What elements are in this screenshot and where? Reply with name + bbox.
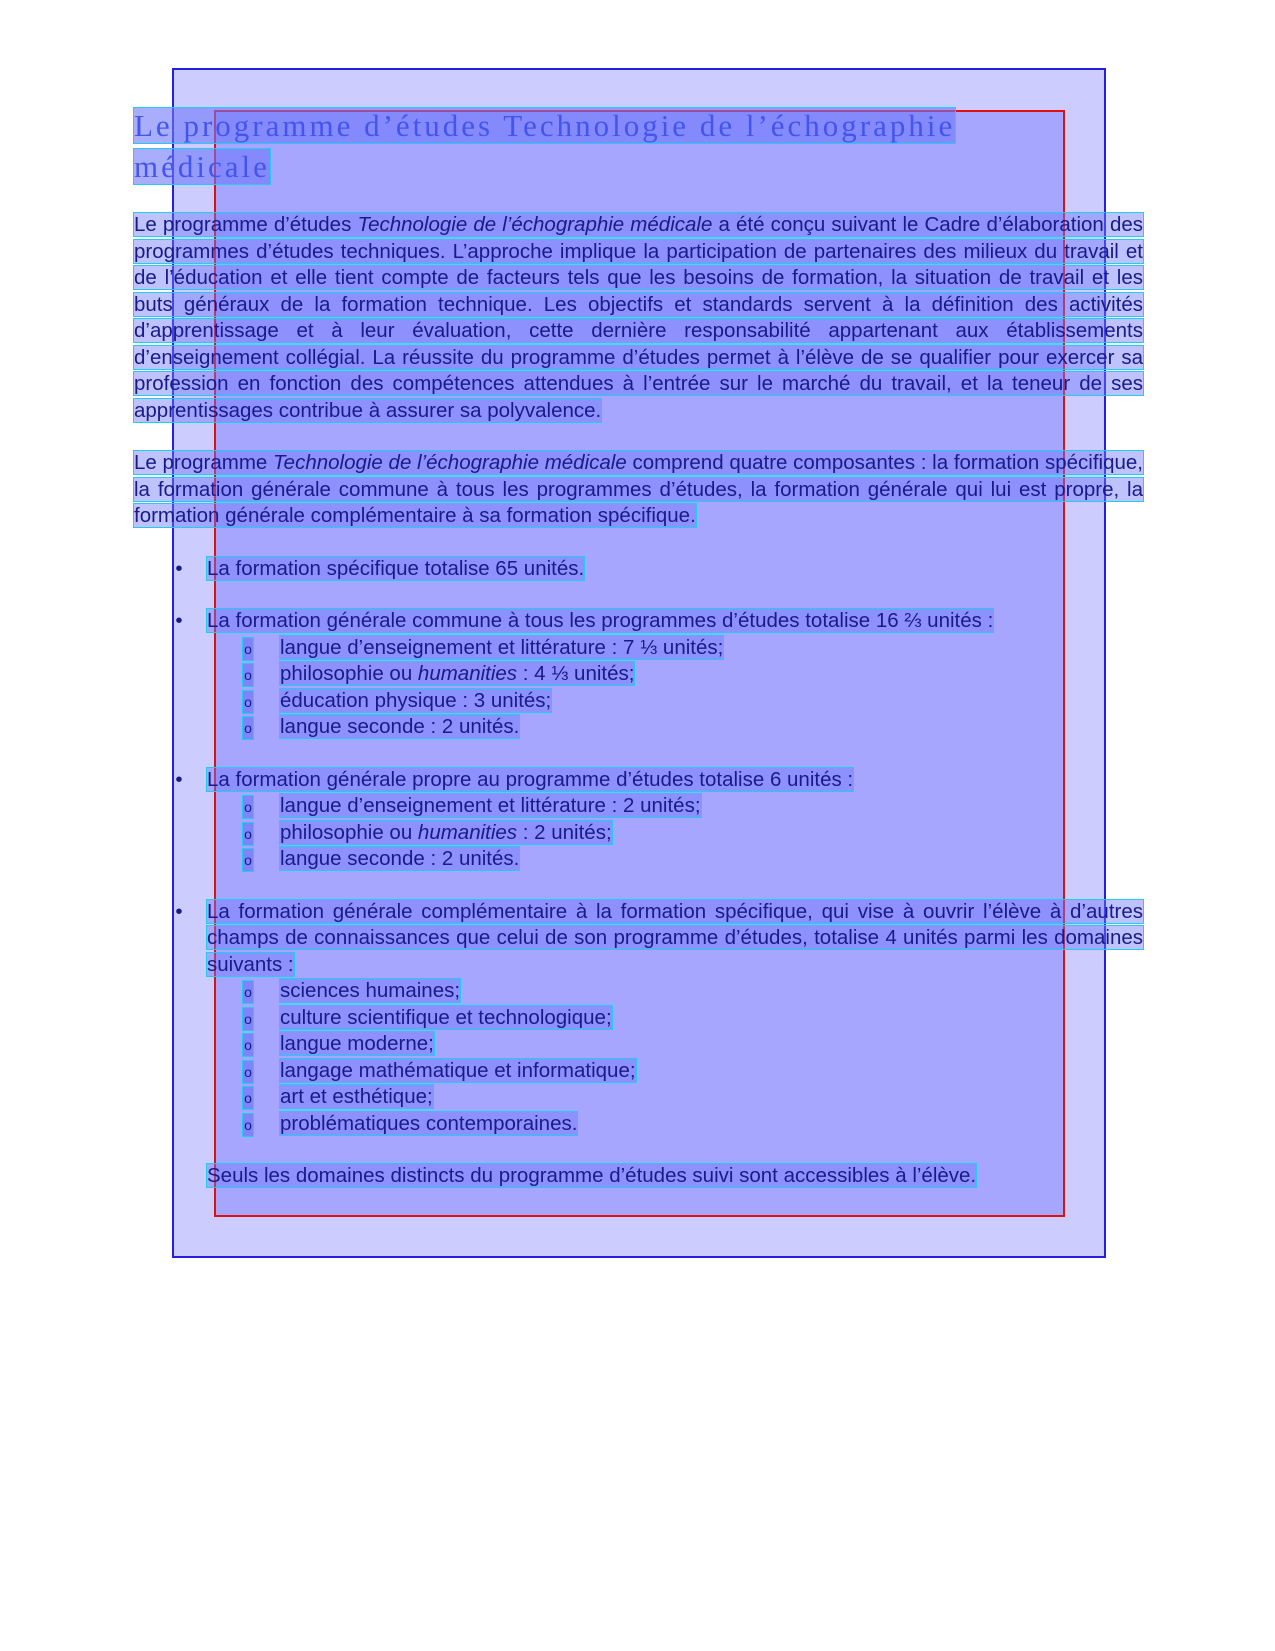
sub-bullet-icon: o — [243, 1114, 253, 1136]
intro-paragraph — [134, 212, 1143, 424]
document-content — [134, 105, 1143, 1190]
sub-bullet-icon: o — [243, 1087, 253, 1109]
sub-list-item-text: culture scientifique et technologique; — [280, 1005, 612, 1029]
sub-list-item — [207, 793, 1143, 820]
sub-list-item-text: langue moderne; — [280, 1032, 434, 1055]
intro-paragraph-rest: a été conçu suivant le Cadre d’élaboration des programmes d’études techniques. L’approche implique la participation de partenaires des milieux du travail et de l’éducation et elle tient compte de facteurs tels que les besoins de formation, la situation de travail et les buts généraux de la formation technique. Les objectifs et standards servent à la définition des activités d’apprentissage et à leur évaluation, cette dernière responsabilité appartenant aux établissements d’enseignement collégial. La réussite du programme d’études permet à l’élève de se qualifier pour exercer sa profession en fonction des compétences attendues à l’entrée sur le marché du travail, et la teneur de ses apprentissages contribue à assurer sa polyvalence. — [134, 213, 1143, 422]
program-name-italic-2: Technologie de l’échographie médicale — [273, 451, 627, 474]
sub-bullet-icon: o — [243, 1034, 253, 1056]
intro-paragraph-start: Le programme d’études — [134, 213, 358, 236]
sub-list-item — [207, 978, 1143, 1005]
sub-list-common — [207, 635, 1143, 741]
page-title-text: Le programme d’études Technologie de l’échographie médicale — [134, 108, 956, 184]
sub-list-item — [207, 688, 1143, 715]
sub-bullet-icon: o — [243, 849, 253, 871]
sub-list-item-text: problématiques contemporaines. — [280, 1111, 578, 1135]
sub-bullet-icon: o — [243, 981, 253, 1003]
sub-list-item — [207, 1058, 1143, 1085]
sub-list-item-text: langue seconde : 2 unités. — [280, 847, 520, 870]
sub-list-item — [207, 820, 1143, 847]
sub-list-item — [207, 635, 1143, 662]
components-list — [134, 556, 1143, 1138]
humanities-italic: humanities — [417, 820, 518, 844]
sub-list-item-end: : 2 unités; — [517, 820, 612, 844]
closing-note — [134, 1163, 1143, 1190]
list-item-text: La formation générale commune à tous les programmes d’études totalise 16 ⅔ unités : — [207, 609, 994, 632]
sub-list-program — [207, 793, 1143, 873]
sub-bullet-icon: o — [243, 691, 253, 713]
sub-list-item-start: philosophie ou — [280, 820, 418, 844]
sub-list-complementary — [207, 978, 1143, 1137]
closing-note-text: Seuls les domaines distincts du programme d’études suivi sont accessibles à l’élève. — [207, 1164, 977, 1187]
components-paragraph-start: Le programme — [134, 451, 274, 474]
sub-list-item-text: langage mathématique et informatique; — [280, 1058, 636, 1082]
list-item-common-general — [134, 608, 1143, 741]
humanities-italic: humanities — [417, 662, 518, 685]
sub-list-item-text — [280, 821, 612, 844]
sub-list-item — [207, 1084, 1143, 1111]
bullet-icon: • — [175, 767, 183, 791]
sub-list-item — [207, 1111, 1143, 1138]
sub-list-item-text: sciences humaines; — [280, 979, 461, 1002]
bullet-icon: • — [175, 609, 183, 632]
list-item-specific — [134, 556, 1143, 583]
sub-list-item — [207, 1031, 1143, 1058]
list-item-text: La formation spécifique totalise 65 unités. — [207, 556, 585, 580]
bullet-icon: • — [175, 556, 183, 580]
sub-list-item — [207, 714, 1143, 741]
sub-list-item-text: art et esthétique; — [280, 1085, 433, 1108]
sub-list-item-text: langue d’enseignement et littérature : 7 ⅓ unités; — [280, 635, 724, 659]
components-paragraph-rest: comprend quatre composantes : la formation spécifique, la formation générale commune à tous les programmes d’études, la formation générale qui lui est propre, la formation générale complémentaire à sa formation spécifique. — [134, 451, 1143, 527]
sub-list-item-text: langue seconde : 2 unités. — [280, 715, 520, 738]
list-item-text: La formation générale complémentaire à la formation spécifique, qui vise à ouvrir l’élève à d’autres champs de connaissances que celui de son programme d’études, totalise 4 unités parmi les domaines suivants : — [207, 899, 1143, 976]
sub-bullet-icon: o — [243, 796, 253, 818]
sub-bullet-icon: o — [243, 823, 253, 845]
sub-list-item-text: langue d’enseignement et littérature : 2 unités; — [280, 794, 701, 817]
page-title — [134, 105, 1054, 187]
intro-paragraph-text — [134, 213, 1143, 422]
list-item-complementary — [134, 899, 1143, 1138]
sub-list-item-text: éducation physique : 3 unités; — [280, 688, 552, 712]
sub-bullet-icon: o — [243, 1008, 253, 1030]
components-paragraph-text — [134, 451, 1143, 527]
sub-list-item-end: : 4 ⅓ unités; — [517, 662, 635, 685]
sub-list-item — [207, 661, 1143, 688]
sub-bullet-icon: o — [243, 1061, 253, 1083]
sub-list-item — [207, 1005, 1143, 1032]
program-name-italic: Technologie de l’échographie médicale — [357, 213, 713, 236]
sub-list-item-start: philosophie ou — [280, 662, 418, 685]
list-item-text: La formation générale propre au programme d’études totalise 6 unités : — [207, 767, 854, 791]
sub-list-item-text — [280, 662, 634, 685]
bullet-icon: • — [175, 899, 183, 923]
list-item-program-general — [134, 767, 1143, 873]
sub-bullet-icon: o — [243, 638, 253, 660]
sub-bullet-icon: o — [243, 664, 253, 686]
sub-bullet-icon: o — [243, 717, 253, 739]
components-paragraph — [134, 450, 1143, 530]
sub-list-item — [207, 846, 1143, 873]
